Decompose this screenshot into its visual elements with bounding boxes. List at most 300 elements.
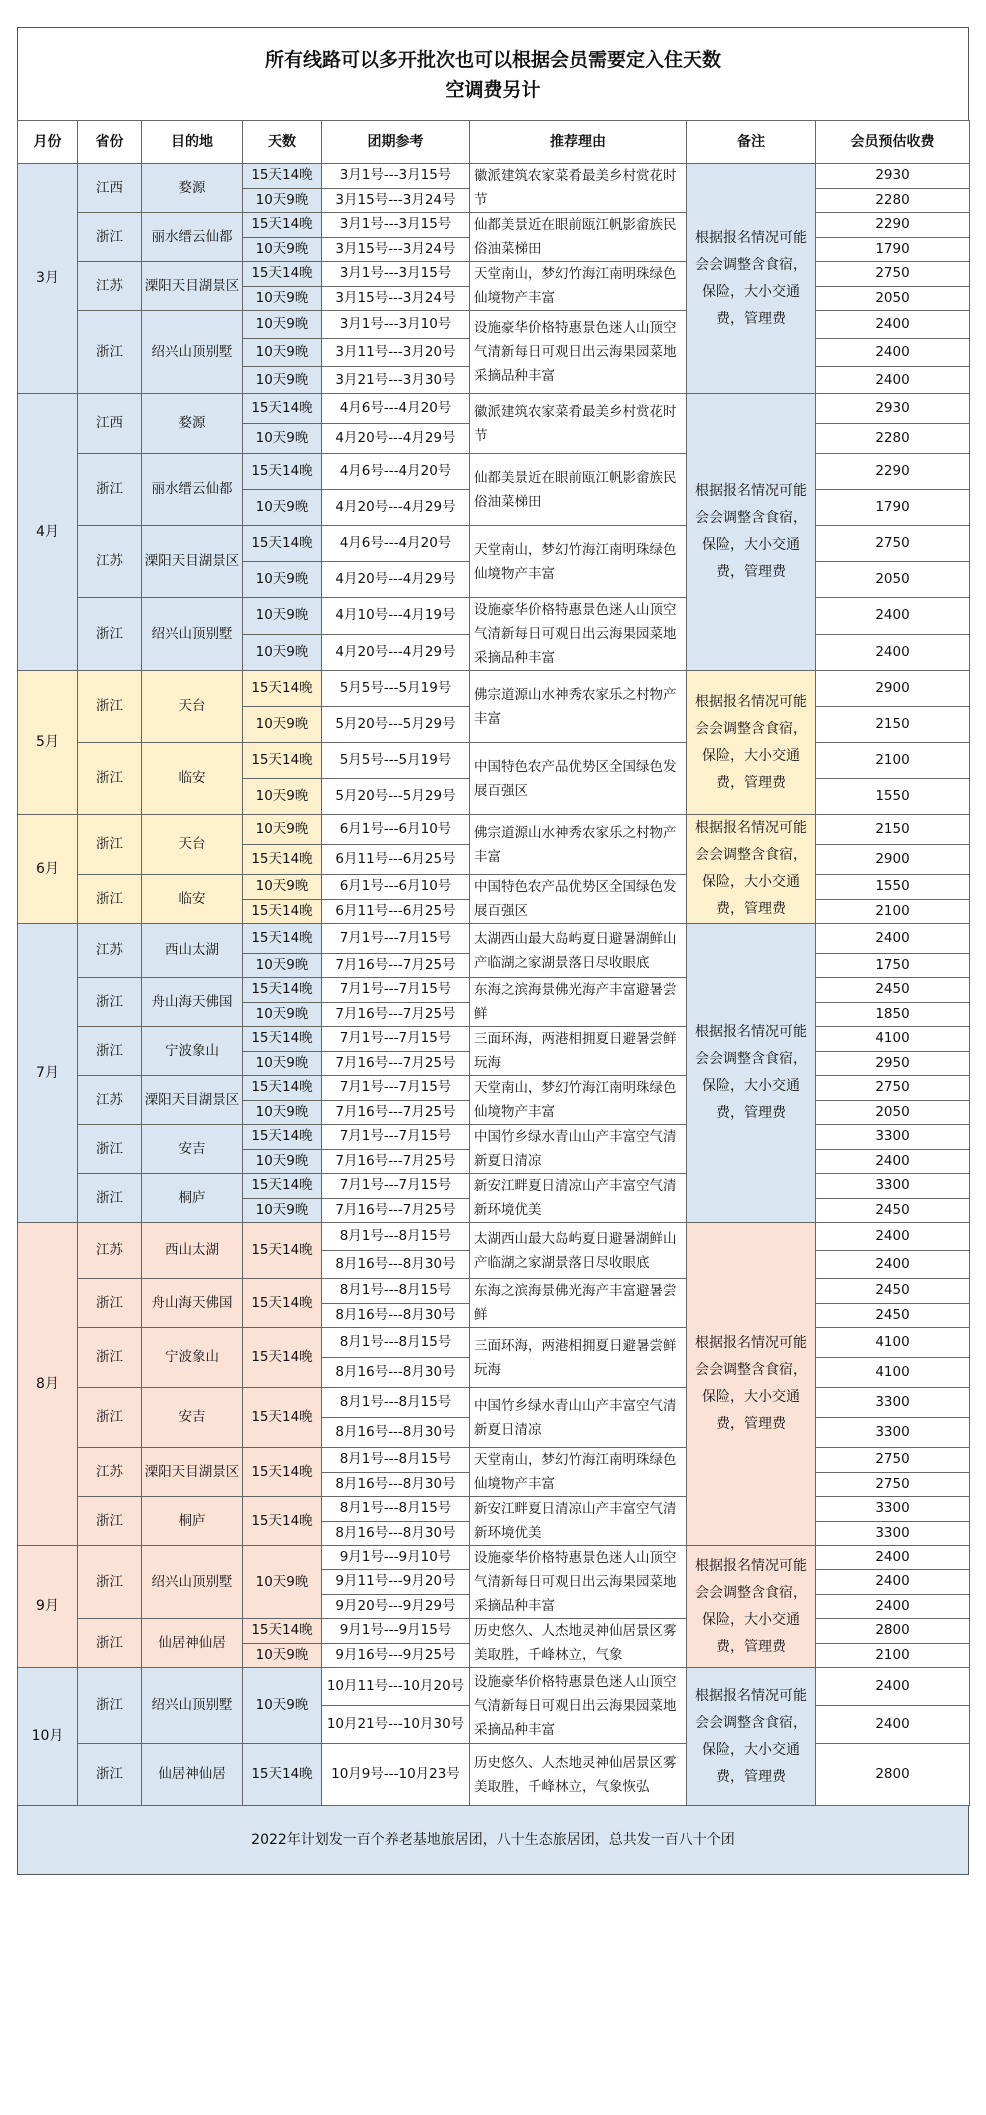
- date-cell: 6月1号---6月10号: [322, 815, 470, 845]
- destination-cell: 安吉: [142, 1388, 243, 1448]
- province-cell: 浙江: [78, 1744, 142, 1806]
- province-cell: 江苏: [78, 1448, 142, 1497]
- destination-cell: 绍兴山顶别墅: [142, 1546, 243, 1619]
- days-cell: 15天14晚: [243, 1388, 322, 1448]
- date-cell: 3月1号---3月15号: [322, 213, 470, 238]
- fee-cell: 2400: [816, 367, 970, 394]
- date-cell: 9月16号---9月25号: [322, 1643, 470, 1668]
- days-cell: 10天9晚: [243, 237, 322, 262]
- destination-cell: 绍兴山顶别墅: [142, 598, 243, 671]
- date-cell: 10月9号---10月23号: [322, 1744, 470, 1806]
- fee-cell: 2100: [816, 743, 970, 779]
- days-cell: 15天14晚: [243, 1174, 322, 1199]
- table-row: [18, 526, 970, 562]
- reason-cell: 佛宗道源山水神秀农家乐之村物产丰富: [470, 671, 687, 743]
- days-cell: 15天14晚: [243, 924, 322, 954]
- reason-cell: 徽派建筑农家菜肴最美乡村赏花时节: [470, 394, 687, 454]
- date-cell: 7月16号---7月25号: [322, 954, 470, 978]
- province-cell: 浙江: [78, 1388, 142, 1448]
- date-cell: 7月16号---7月25号: [322, 1002, 470, 1027]
- date-cell: 5月5号---5月19号: [322, 743, 470, 779]
- destination-cell: 西山太湖: [142, 1223, 243, 1279]
- date-cell: 6月11号---6月25号: [322, 899, 470, 924]
- header-note: 备注: [687, 121, 816, 164]
- days-cell: 15天14晚: [243, 1076, 322, 1101]
- province-cell: 浙江: [78, 875, 142, 924]
- date-cell: 6月1号---6月10号: [322, 875, 470, 900]
- table-row: [18, 394, 970, 424]
- date-cell: 9月1号---9月10号: [322, 1546, 470, 1570]
- destination-cell: 安吉: [142, 1125, 243, 1174]
- fee-cell: 2750: [816, 526, 970, 562]
- reason-cell: 设施豪华价格特惠景色迷人山顶空气清新每日可观日出云海果园菜地采摘品种丰富: [470, 311, 687, 394]
- reason-cell: 天堂南山，梦幻竹海江南明珠绿色仙境物产丰富: [470, 1076, 687, 1125]
- destination-cell: 绍兴山顶别墅: [142, 1668, 243, 1744]
- date-cell: 7月16号---7月25号: [322, 1149, 470, 1174]
- days-cell: 15天14晚: [243, 1125, 322, 1150]
- title-line-2: 空调费另计: [445, 79, 541, 101]
- destination-cell: 溧阳天目湖景区: [142, 262, 243, 311]
- reason-cell: 中国特色农产品优势区全国绿色发展百强区: [470, 875, 687, 924]
- reason-cell: 三面环海，两港相拥夏日避暑尝鲜玩海: [470, 1328, 687, 1388]
- date-cell: 7月1号---7月15号: [322, 1174, 470, 1199]
- date-cell: 8月16号---8月30号: [322, 1303, 470, 1328]
- reason-cell: 三面环海，两港相拥夏日避暑尝鲜玩海: [470, 1027, 687, 1076]
- table-row: [18, 1076, 970, 1101]
- note-cell: 根据报名情况可能会会调整含食宿，保险，大小交通费，管理费: [687, 924, 816, 1223]
- destination-cell: 临安: [142, 743, 243, 815]
- province-cell: 浙江: [78, 815, 142, 875]
- reason-cell: 天堂南山，梦幻竹海江南明珠绿色仙境物产丰富: [470, 526, 687, 598]
- table-row: [18, 1744, 970, 1806]
- title-box: [17, 27, 969, 120]
- destination-cell: 宁波象山: [142, 1027, 243, 1076]
- table-row: [18, 1388, 970, 1418]
- reason-cell: 历史悠久、人杰地灵神仙居景区雾美取胜，千峰林立，气象: [470, 1619, 687, 1668]
- table-row: [18, 875, 970, 900]
- days-cell: 15天14晚: [243, 1328, 322, 1388]
- province-cell: 浙江: [78, 1619, 142, 1668]
- destination-cell: 婺源: [142, 164, 243, 213]
- date-cell: 3月1号---3月10号: [322, 311, 470, 339]
- fee-cell: 2400: [816, 1149, 970, 1174]
- date-cell: 4月20号---4月29号: [322, 424, 470, 454]
- reason-cell: 中国竹乡绿水青山山产丰富空气清新夏日清凉: [470, 1388, 687, 1448]
- reason-cell: 天堂南山，梦幻竹海江南明珠绿色仙境物产丰富: [470, 262, 687, 311]
- reason-cell: 设施豪华价格特惠景色迷人山顶空气清新每日可观日出云海果园菜地采摘品种丰富: [470, 1668, 687, 1744]
- destination-cell: 仙居神仙居: [142, 1619, 243, 1668]
- days-cell: 10天9晚: [243, 1198, 322, 1223]
- date-cell: 5月20号---5月29号: [322, 779, 470, 815]
- days-cell: 10天9晚: [243, 1643, 322, 1668]
- date-cell: 7月1号---7月15号: [322, 978, 470, 1003]
- date-cell: 4月6号---4月20号: [322, 526, 470, 562]
- date-cell: 8月1号---8月15号: [322, 1388, 470, 1418]
- table-row: [18, 1668, 970, 1706]
- table-row: [18, 1279, 970, 1304]
- fee-cell: 2150: [816, 707, 970, 743]
- fee-cell: 2050: [816, 286, 970, 311]
- days-cell: 10天9晚: [243, 1149, 322, 1174]
- days-cell: 15天14晚: [243, 1027, 322, 1052]
- fee-cell: 2400: [816, 1546, 970, 1570]
- table-row: [18, 815, 970, 845]
- fee-cell: 2290: [816, 454, 970, 490]
- header-dates: 团期参考: [322, 121, 470, 164]
- province-cell: 浙江: [78, 978, 142, 1027]
- fee-cell: 2750: [816, 1448, 970, 1473]
- note-cell: 根据报名情况可能会会调整含食宿，保险，大小交通费，管理费: [687, 1223, 816, 1546]
- date-cell: 3月1号---3月15号: [322, 262, 470, 287]
- fee-cell: 2900: [816, 671, 970, 707]
- table-row: [18, 1497, 970, 1522]
- table-row: [18, 671, 970, 707]
- date-cell: 8月16号---8月30号: [322, 1521, 470, 1546]
- fee-cell: 2750: [816, 262, 970, 287]
- date-cell: 7月16号---7月25号: [322, 1100, 470, 1125]
- date-cell: 9月1号---9月15号: [322, 1619, 470, 1644]
- table-row: [18, 743, 970, 779]
- province-cell: 江苏: [78, 526, 142, 598]
- reason-cell: 东海之滨海景佛光海产丰富避暑尝鲜: [470, 1279, 687, 1328]
- date-cell: 4月20号---4月29号: [322, 562, 470, 598]
- days-cell: 10天9晚: [243, 367, 322, 394]
- fee-cell: 1850: [816, 1002, 970, 1027]
- destination-cell: 溧阳天目湖景区: [142, 1076, 243, 1125]
- header-reason: 推荐理由: [470, 121, 687, 164]
- header-days: 天数: [243, 121, 322, 164]
- province-cell: 浙江: [78, 454, 142, 526]
- province-cell: 浙江: [78, 1125, 142, 1174]
- note-cell: 根据报名情况可能会会调整含食宿，保险，大小交通费，管理费: [687, 671, 816, 815]
- month-cell: 7月: [18, 924, 78, 1223]
- days-cell: 15天14晚: [243, 213, 322, 238]
- note-cell: 根据报名情况可能会会调整含食宿，保险，大小交通费，管理费: [687, 164, 816, 394]
- destination-cell: 宁波象山: [142, 1328, 243, 1388]
- table-row: [18, 1125, 970, 1150]
- reason-cell: 中国特色农产品优势区全国绿色发展百强区: [470, 743, 687, 815]
- days-cell: 10天9晚: [243, 954, 322, 978]
- fee-cell: 2950: [816, 1051, 970, 1076]
- fee-cell: 3300: [816, 1388, 970, 1418]
- reason-cell: 佛宗道源山水神秀农家乐之村物产丰富: [470, 815, 687, 875]
- fee-cell: 4100: [816, 1027, 970, 1052]
- reason-cell: 设施豪华价格特惠景色迷人山顶空气清新每日可观日出云海果园菜地采摘品种丰富: [470, 598, 687, 671]
- date-cell: 3月11号---3月20号: [322, 339, 470, 367]
- fee-cell: 1790: [816, 490, 970, 526]
- month-cell: 9月: [18, 1546, 78, 1668]
- fee-cell: 2400: [816, 924, 970, 954]
- days-cell: 15天14晚: [243, 1279, 322, 1328]
- reason-cell: 太湖西山最大岛屿夏日避暑湖鲜山产临湖之家湖景落日尽收眼底: [470, 1223, 687, 1279]
- destination-cell: 桐庐: [142, 1497, 243, 1546]
- days-cell: 10天9晚: [243, 1668, 322, 1744]
- fee-cell: 2450: [816, 1198, 970, 1223]
- days-cell: 15天14晚: [243, 671, 322, 707]
- destination-cell: 溧阳天目湖景区: [142, 1448, 243, 1497]
- schedule-sheet: [17, 27, 969, 1875]
- fee-cell: 1550: [816, 875, 970, 900]
- province-cell: 浙江: [78, 743, 142, 815]
- fee-cell: 3300: [816, 1418, 970, 1448]
- destination-cell: 婺源: [142, 394, 243, 454]
- month-cell: 8月: [18, 1223, 78, 1546]
- fee-cell: 1790: [816, 237, 970, 262]
- reason-cell: 历史悠久、人杰地灵神仙居景区雾美取胜，千峰林立，气象恢弘: [470, 1744, 687, 1806]
- destination-cell: 丽水缙云仙都: [142, 213, 243, 262]
- days-cell: 15天14晚: [243, 845, 322, 875]
- destination-cell: 天台: [142, 671, 243, 743]
- days-cell: 10天9晚: [243, 1002, 322, 1027]
- fee-cell: 2400: [816, 1223, 970, 1251]
- days-cell: 10天9晚: [243, 779, 322, 815]
- title-line-1: 所有线路可以多开批次也可以根据会员需要定入住天数: [264, 49, 721, 71]
- destination-cell: 天台: [142, 815, 243, 875]
- destination-cell: 西山太湖: [142, 924, 243, 978]
- province-cell: 江西: [78, 394, 142, 454]
- destination-cell: 溧阳天目湖景区: [142, 526, 243, 598]
- days-cell: 10天9晚: [243, 598, 322, 635]
- date-cell: 8月16号---8月30号: [322, 1472, 470, 1497]
- footer-note: 2022年计划发一百个养老基地旅居团，八十生态旅居团，总共发一百八十个团: [17, 1806, 969, 1875]
- table-row: [18, 1546, 970, 1570]
- days-cell: 10天9晚: [243, 1546, 322, 1619]
- days-cell: 10天9晚: [243, 1051, 322, 1076]
- days-cell: 15天14晚: [243, 164, 322, 189]
- province-cell: 浙江: [78, 1497, 142, 1546]
- table-row: [18, 1328, 970, 1358]
- province-cell: 江苏: [78, 262, 142, 311]
- fee-cell: 2900: [816, 845, 970, 875]
- table-row: [18, 1619, 970, 1644]
- date-cell: 3月15号---3月24号: [322, 237, 470, 262]
- reason-cell: 中国竹乡绿水青山山产丰富空气清新夏日清凉: [470, 1125, 687, 1174]
- province-cell: 浙江: [78, 1328, 142, 1388]
- province-cell: 江苏: [78, 1223, 142, 1279]
- fee-cell: 2280: [816, 424, 970, 454]
- province-cell: 浙江: [78, 1174, 142, 1223]
- table-row: [18, 1223, 970, 1251]
- province-cell: 江苏: [78, 924, 142, 978]
- days-cell: 15天14晚: [243, 1223, 322, 1279]
- fee-cell: 2750: [816, 1472, 970, 1497]
- province-cell: 浙江: [78, 1668, 142, 1744]
- fee-cell: 3300: [816, 1521, 970, 1546]
- destination-cell: 丽水缙云仙都: [142, 454, 243, 526]
- fee-cell: 2290: [816, 213, 970, 238]
- fee-cell: 2930: [816, 164, 970, 189]
- days-cell: 15天14晚: [243, 1497, 322, 1546]
- table-row: [18, 213, 970, 238]
- fee-cell: 2100: [816, 899, 970, 924]
- days-cell: 10天9晚: [243, 286, 322, 311]
- table-row: [18, 978, 970, 1003]
- table-row: [18, 262, 970, 287]
- province-cell: 浙江: [78, 598, 142, 671]
- province-cell: 浙江: [78, 671, 142, 743]
- date-cell: 7月1号---7月15号: [322, 924, 470, 954]
- province-cell: 浙江: [78, 311, 142, 394]
- days-cell: 10天9晚: [243, 875, 322, 900]
- days-cell: 10天9晚: [243, 634, 322, 671]
- date-cell: 10月21号---10月30号: [322, 1706, 470, 1744]
- note-cell: 根据报名情况可能会会调整含食宿，保险，大小交通费，管理费: [687, 394, 816, 671]
- date-cell: 5月20号---5月29号: [322, 707, 470, 743]
- table-row: [18, 1174, 970, 1199]
- days-cell: 15天14晚: [243, 978, 322, 1003]
- header-row: [18, 121, 970, 164]
- note-cell: 根据报名情况可能会会调整含食宿，保险，大小交通费，管理费: [687, 815, 816, 924]
- province-cell: 浙江: [78, 1027, 142, 1076]
- reason-cell: 天堂南山，梦幻竹海江南明珠绿色仙境物产丰富: [470, 1448, 687, 1497]
- days-cell: 10天9晚: [243, 1100, 322, 1125]
- month-cell: 3月: [18, 164, 78, 394]
- date-cell: 8月1号---8月15号: [322, 1328, 470, 1358]
- table-row: [18, 1027, 970, 1052]
- reason-cell: 东海之滨海景佛光海产丰富避暑尝鲜: [470, 978, 687, 1027]
- destination-cell: 舟山海天佛国: [142, 978, 243, 1027]
- date-cell: 4月20号---4月29号: [322, 634, 470, 671]
- fee-cell: 2450: [816, 1303, 970, 1328]
- date-cell: 4月6号---4月20号: [322, 394, 470, 424]
- table-row: [18, 924, 970, 954]
- days-cell: 15天14晚: [243, 899, 322, 924]
- date-cell: 9月11号---9月20号: [322, 1570, 470, 1594]
- province-cell: 浙江: [78, 213, 142, 262]
- table-row: [18, 164, 970, 189]
- date-cell: 4月6号---4月20号: [322, 454, 470, 490]
- fee-cell: 4100: [816, 1358, 970, 1388]
- fee-cell: 1750: [816, 954, 970, 978]
- date-cell: 5月5号---5月19号: [322, 671, 470, 707]
- date-cell: 8月1号---8月15号: [322, 1448, 470, 1473]
- date-cell: 3月21号---3月30号: [322, 367, 470, 394]
- table-row: [18, 311, 970, 339]
- fee-cell: 2400: [816, 1251, 970, 1279]
- destination-cell: 仙居神仙居: [142, 1744, 243, 1806]
- reason-cell: 新安江畔夏日清凉山产丰富空气清新环境优美: [470, 1497, 687, 1546]
- destination-cell: 桐庐: [142, 1174, 243, 1223]
- province-cell: 浙江: [78, 1279, 142, 1328]
- note-cell: 根据报名情况可能会会调整含食宿，保险，大小交通费，管理费: [687, 1668, 816, 1806]
- reason-cell: 仙都美景近在眼前瓯江帆影畲族民俗油菜梯田: [470, 213, 687, 262]
- fee-cell: 2280: [816, 188, 970, 213]
- days-cell: 15天14晚: [243, 1448, 322, 1497]
- days-cell: 10天9晚: [243, 562, 322, 598]
- days-cell: 10天9晚: [243, 424, 322, 454]
- fee-cell: 2750: [816, 1076, 970, 1101]
- days-cell: 10天9晚: [243, 815, 322, 845]
- fee-cell: 2400: [816, 1668, 970, 1706]
- date-cell: 9月20号---9月29号: [322, 1594, 470, 1618]
- fee-cell: 2100: [816, 1643, 970, 1668]
- days-cell: 10天9晚: [243, 707, 322, 743]
- fee-cell: 2800: [816, 1619, 970, 1644]
- fee-cell: 2400: [816, 311, 970, 339]
- reason-cell: 徽派建筑农家菜肴最美乡村赏花时节: [470, 164, 687, 213]
- schedule-table: [17, 120, 970, 1806]
- reason-cell: 太湖西山最大岛屿夏日避暑湖鲜山产临湖之家湖景落日尽收眼底: [470, 924, 687, 978]
- date-cell: 8月1号---8月15号: [322, 1279, 470, 1304]
- header-fee: 会员预估收费: [816, 121, 970, 164]
- reason-cell: 仙都美景近在眼前瓯江帆影畲族民俗油菜梯田: [470, 454, 687, 526]
- date-cell: 8月16号---8月30号: [322, 1251, 470, 1279]
- date-cell: 8月16号---8月30号: [322, 1418, 470, 1448]
- date-cell: 7月1号---7月15号: [322, 1027, 470, 1052]
- fee-cell: 2400: [816, 598, 970, 635]
- fee-cell: 3300: [816, 1174, 970, 1199]
- schedule-body: [18, 164, 970, 1806]
- date-cell: 7月16号---7月25号: [322, 1051, 470, 1076]
- date-cell: 7月16号---7月25号: [322, 1198, 470, 1223]
- days-cell: 10天9晚: [243, 490, 322, 526]
- fee-cell: 3300: [816, 1497, 970, 1522]
- fee-cell: 2450: [816, 1279, 970, 1304]
- fee-cell: 2400: [816, 1594, 970, 1618]
- fee-cell: 4100: [816, 1328, 970, 1358]
- days-cell: 15天14晚: [243, 1744, 322, 1806]
- date-cell: 7月1号---7月15号: [322, 1125, 470, 1150]
- date-cell: 10月11号---10月20号: [322, 1668, 470, 1706]
- fee-cell: 2150: [816, 815, 970, 845]
- days-cell: 10天9晚: [243, 188, 322, 213]
- days-cell: 15天14晚: [243, 262, 322, 287]
- note-cell: 根据报名情况可能会会调整含食宿，保险，大小交通费，管理费: [687, 1546, 816, 1668]
- date-cell: 3月15号---3月24号: [322, 188, 470, 213]
- header-month: 月份: [18, 121, 78, 164]
- days-cell: 15天14晚: [243, 394, 322, 424]
- fee-cell: 3300: [816, 1125, 970, 1150]
- fee-cell: 2050: [816, 562, 970, 598]
- days-cell: 15天14晚: [243, 743, 322, 779]
- reason-cell: 设施豪华价格特惠景色迷人山顶空气清新每日可观日出云海果园菜地采摘品种丰富: [470, 1546, 687, 1619]
- destination-cell: 绍兴山顶别墅: [142, 311, 243, 394]
- date-cell: 6月11号---6月25号: [322, 845, 470, 875]
- destination-cell: 舟山海天佛国: [142, 1279, 243, 1328]
- fee-cell: 2930: [816, 394, 970, 424]
- date-cell: 3月15号---3月24号: [322, 286, 470, 311]
- days-cell: 15天14晚: [243, 454, 322, 490]
- fee-cell: 2050: [816, 1100, 970, 1125]
- date-cell: 8月1号---8月15号: [322, 1223, 470, 1251]
- fee-cell: 2450: [816, 978, 970, 1003]
- date-cell: 7月1号---7月15号: [322, 1076, 470, 1101]
- province-cell: 江西: [78, 164, 142, 213]
- month-cell: 10月: [18, 1668, 78, 1806]
- table-row: [18, 1448, 970, 1473]
- date-cell: 8月1号---8月15号: [322, 1497, 470, 1522]
- date-cell: 3月1号---3月15号: [322, 164, 470, 189]
- date-cell: 4月20号---4月29号: [322, 490, 470, 526]
- month-cell: 4月: [18, 394, 78, 671]
- month-cell: 6月: [18, 815, 78, 924]
- fee-cell: 2400: [816, 1706, 970, 1744]
- days-cell: 15天14晚: [243, 526, 322, 562]
- province-cell: 浙江: [78, 1546, 142, 1619]
- table-row: [18, 598, 970, 635]
- reason-cell: 新安江畔夏日清凉山产丰富空气清新环境优美: [470, 1174, 687, 1223]
- table-row: [18, 454, 970, 490]
- fee-cell: 1550: [816, 779, 970, 815]
- month-cell: 5月: [18, 671, 78, 815]
- header-destination: 目的地: [142, 121, 243, 164]
- fee-cell: 2800: [816, 1744, 970, 1806]
- date-cell: 4月10号---4月19号: [322, 598, 470, 635]
- fee-cell: 2400: [816, 339, 970, 367]
- destination-cell: 临安: [142, 875, 243, 924]
- province-cell: 江苏: [78, 1076, 142, 1125]
- fee-cell: 2400: [816, 1570, 970, 1594]
